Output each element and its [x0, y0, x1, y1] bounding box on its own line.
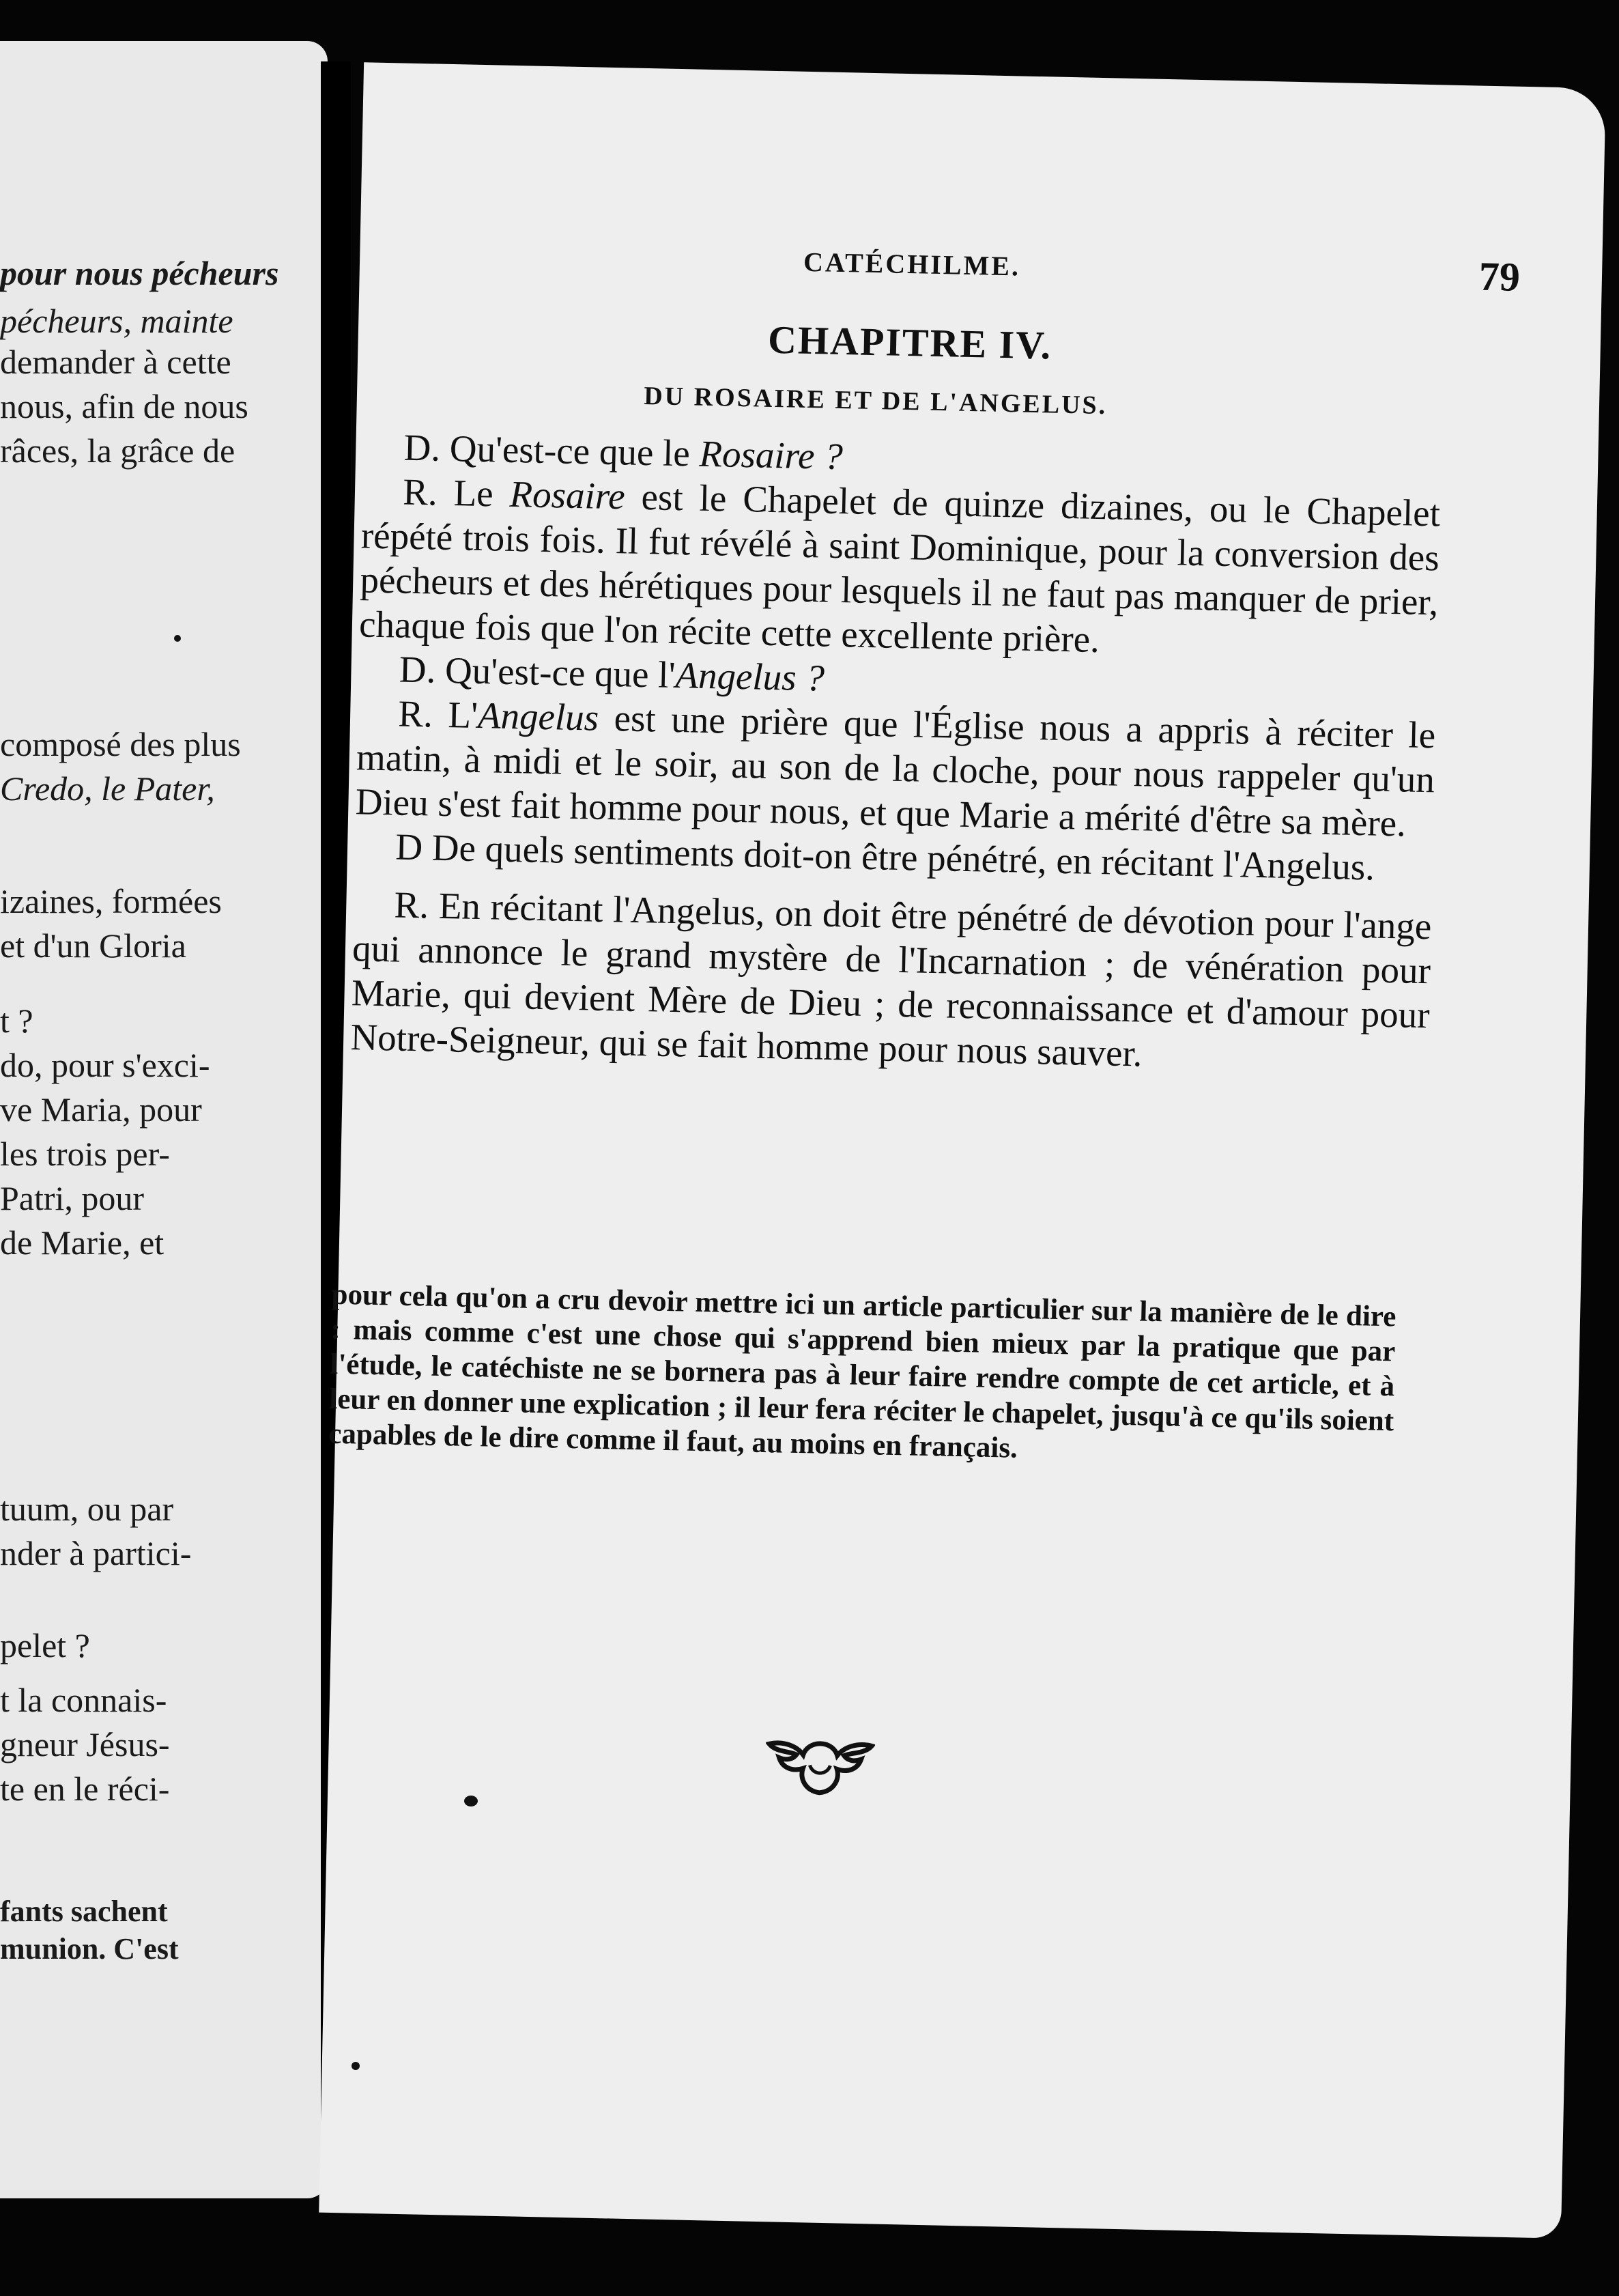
left-line: pour nous pécheurs — [0, 254, 279, 292]
text-block — [318, 0, 1608, 2296]
left-line: et d'un Gloria — [0, 926, 186, 965]
left-line: fants sachent — [0, 1895, 168, 1928]
footnote-text: pour cela qu'on a cru devoir mettre ici un article particulier sur la manière de le dire : mais comme c'est une chose qui s'apprend bien mieux par la pratique que par l'étude, le catéchiste ne se bornera pas à leur faire rendre compte de cet article, et à leur en donner une explication ; il leur fera réciter le chapelet, jusqu'à ce qu'ils soient capables de le dire comme il faut, au moins en français. — [328, 1278, 1396, 1464]
left-line: t ? — [0, 1002, 33, 1040]
floral-ornament-icon — [764, 1730, 875, 1800]
left-line: composé des plus — [0, 725, 241, 763]
question-sentiments: D De quels sentiments doit-on être pénétré, en récitant l'Angelus. — [395, 825, 1375, 888]
left-line: ve Maria, pour — [0, 1090, 202, 1129]
left-line: nous, afin de nous — [0, 387, 248, 425]
left-line: Patri, pour — [0, 1179, 145, 1217]
question-angelus: D. Qu'est-ce que l'Angelus ? — [399, 648, 825, 699]
print-speck — [174, 635, 181, 642]
left-line: les trois per- — [0, 1135, 170, 1173]
running-head: CATÉCHILME. — [803, 246, 1021, 282]
left-line: Credo, le Pater, — [0, 769, 215, 808]
answer-angelus: R. L'Angelus est une prière que l'Église nous a appris à réciter le matin, à midi et le soir, au son de la cloche, pour nous rappeler qu'un Dieu s'est fait homme pour nous, et que Marie a mérité d'être sa mère. — [355, 692, 1436, 845]
answer-rosaire: R. Le Rosaire est le Chapelet de quinze dizaines, ou le Chapelet répété trois fois. Il fut révélé à saint Dominique, pour la conversion des pécheurs et des hérétiques pour lesquels il ne faut pas manquer de prier, chaque fois que l'on récite cette excellente prière. — [358, 470, 1441, 661]
chapter-title: CHAPITRE IV. — [767, 317, 1052, 368]
left-line: te en le réci- — [0, 1770, 170, 1808]
left-line: de Marie, et — [0, 1223, 164, 1262]
print-speck — [352, 2062, 360, 2070]
chapter-subtitle: DU ROSAIRE ET DE L'ANGELUS. — [643, 381, 1108, 421]
left-line: munion. C'est — [0, 1932, 179, 1966]
left-line: pelet ? — [0, 1626, 90, 1664]
left-line: gneur Jésus- — [0, 1725, 170, 1763]
left-line: pécheurs, mainte — [0, 302, 233, 340]
left-line: t la connais- — [0, 1681, 167, 1719]
left-line: nder à partici- — [0, 1534, 192, 1572]
catechism-body — [350, 424, 1442, 1081]
left-line: izaines, formées — [0, 882, 222, 920]
page-number: 79 — [1478, 253, 1521, 300]
print-speck — [464, 1796, 478, 1806]
left-line: do, pour s'exci- — [0, 1046, 210, 1084]
question-rosaire: D. Qu'est-ce que le Rosaire ? — [403, 426, 844, 478]
answer-sentiments: R. En récitant l'Angelus, on doit être pénétré de dévotion pour l'ange qui annonce le grand mystère de l'Incarnation ; de vénération pour Marie, qui devient Mère de Dieu ; de reconnaissance et d'amour pour Notre-Seigneur, qui se fait homme pour nous sauver. — [349, 883, 1432, 1075]
left-line: demander à cette — [0, 343, 231, 381]
left-line: tuum, ou par — [0, 1490, 174, 1528]
left-line: râces, la grâce de — [0, 431, 235, 470]
